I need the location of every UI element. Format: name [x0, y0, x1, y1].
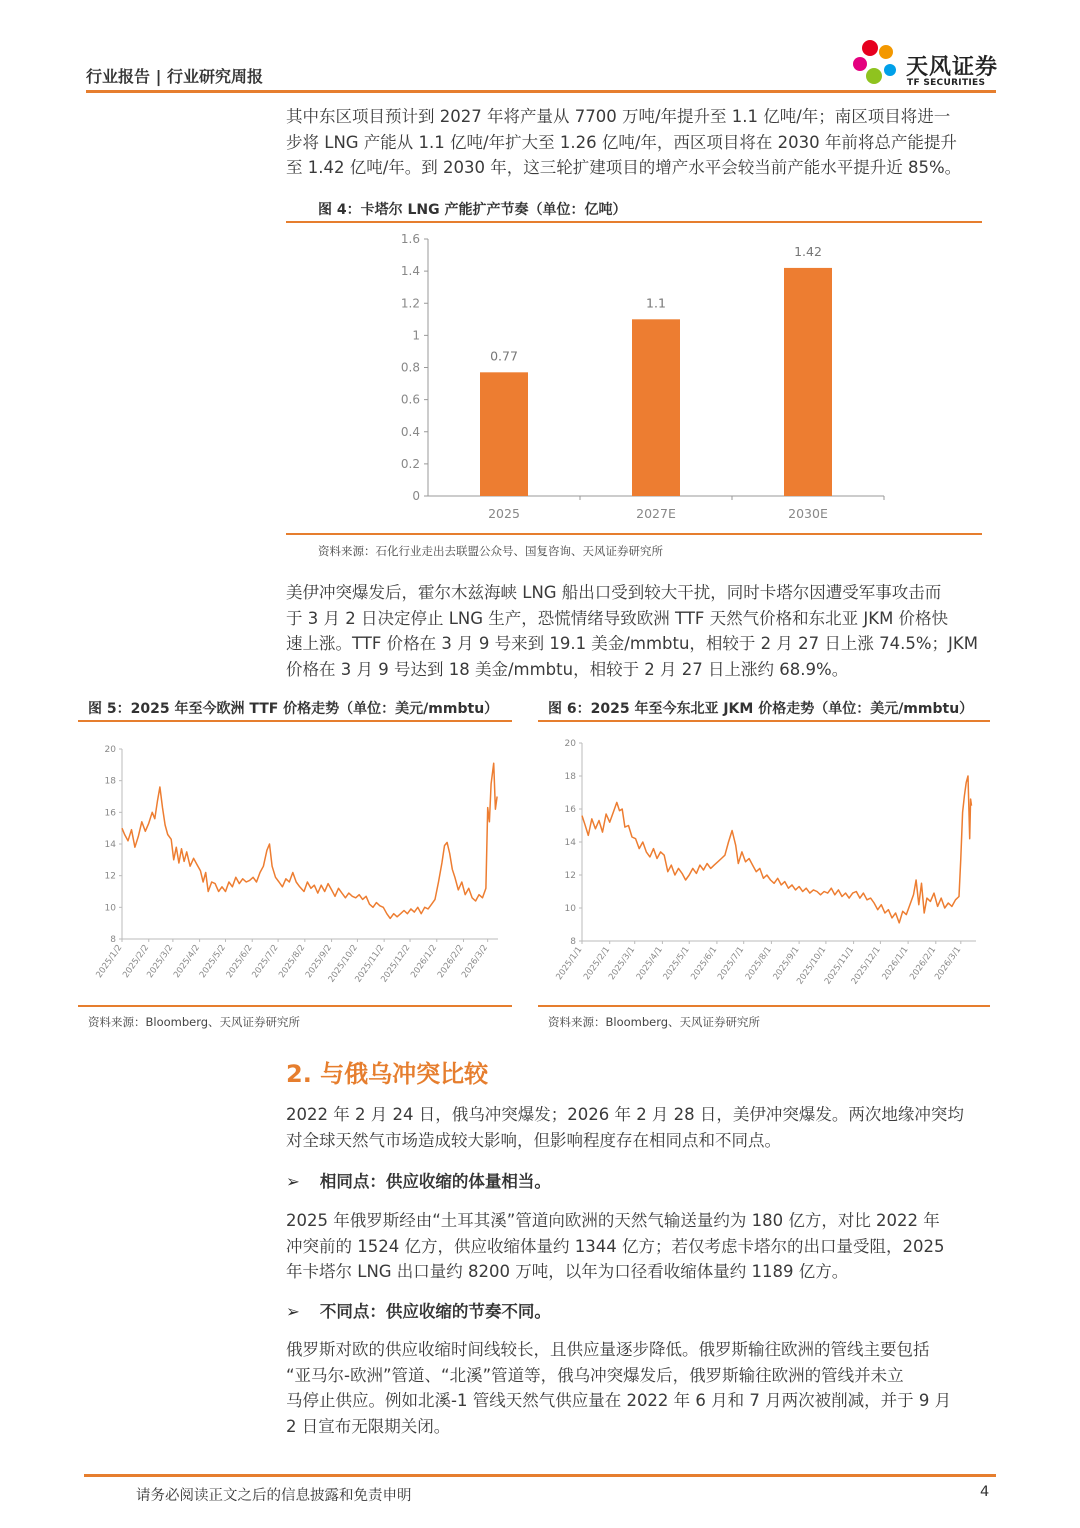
x-tick-label: 2025/12/1: [849, 944, 883, 987]
x-tick-label: 2025/4/1: [634, 944, 665, 983]
y-tick-label: 20: [104, 745, 116, 755]
x-tick-label: 2025/10/1: [795, 944, 829, 987]
y-tick-label: 8: [570, 937, 576, 947]
x-tick-label: 2025/2/2: [121, 942, 152, 981]
y-tick-label: 0.2: [400, 456, 420, 471]
y-tick-label: 16: [564, 805, 576, 815]
y-tick-label: 1.4: [400, 264, 420, 279]
y-tick-label: 10: [564, 904, 576, 914]
y-tick-label: 12: [104, 871, 116, 882]
x-tick-label: 2025/11/2: [353, 942, 387, 985]
text-line: 于 3 月 2 日决定停止 LNG 生产，恐慌情绪导致欧洲 TTF 天然气价格和东北亚 JKM 价格快: [286, 608, 949, 628]
x-tick-label: 2025/7/2: [250, 942, 281, 981]
figure6-bottom-rule: [538, 1005, 990, 1007]
section2-intro: [286, 1102, 994, 1153]
bar-value-label: 0.77: [490, 348, 518, 364]
y-tick-label: 12: [564, 871, 576, 881]
text-line: 冲突前的 1524 亿方，供应收缩体量约 1344 亿方；若仅考虑卡塔尔的出口量受阻，2025: [286, 1236, 945, 1256]
y-tick-label: 0.6: [400, 392, 420, 407]
y-tick-label: 1.2: [400, 296, 420, 311]
footer-rule: [84, 1474, 996, 1477]
figure5-source: 资料来源：Bloomberg、天风证券研究所: [88, 1015, 301, 1029]
price-series-line: [582, 776, 972, 923]
figure4-top-rule: [286, 221, 982, 223]
x-tick-label: 2026/2/2: [435, 942, 466, 981]
figure6-line-chart: [538, 730, 990, 1002]
logo-petal: [866, 68, 882, 84]
conflict-paragraph: [286, 580, 994, 682]
x-tick-label: 2025/9/2: [303, 942, 335, 981]
text-line: 价格在 3 月 9 号达到 18 美金/mmbtu，相较于 2 月 27 日上涨约 68.9%。: [286, 659, 849, 679]
figure6-top-rule: [538, 720, 990, 722]
y-tick-label: 14: [564, 838, 576, 848]
page-number: 4: [980, 1484, 990, 1500]
x-tick-label: 2025/8/1: [743, 944, 774, 983]
y-tick-label: 0.8: [400, 360, 420, 375]
x-tick-label: 2025/12/2: [379, 942, 413, 985]
text-line: 至 1.42 亿吨/年。到 2030 年，这三轮扩建项目的增产水平会较当前产能水平提升近 85%。: [286, 158, 962, 177]
report-breadcrumb: 行业报告 | 行业研究周报: [86, 67, 263, 86]
header-rule: [86, 90, 996, 93]
text-line: 年卡塔尔 LNG 出口量约 8200 万吨，以年为口径看收缩体量约 1189 亿方。: [286, 1262, 849, 1281]
text-line: 2025 年俄罗斯经由“土耳其溪”管道向欧洲的天然气输送量约为 180 亿方，对比 2022 年: [286, 1211, 940, 1230]
x-tick-label: 2025: [488, 506, 520, 521]
text-line: 2022 年 2 月 24 日，俄乌冲突爆发；2026 年 2 月 28 日，美伊冲突爆发。两次地缘冲突均: [286, 1105, 964, 1124]
x-tick-label: 2025/11/1: [822, 944, 857, 987]
x-tick-label: 2025/5/2: [197, 942, 228, 981]
text-line: 其中东区项目预计到 2027 年将产量从 7700 万吨/年提升至 1.1 亿吨/年；南区项目将进一: [286, 107, 951, 126]
figure6-title: 图 6：2025 年至今东北亚 JKM 价格走势（单位：美元/mmbtu）: [548, 701, 974, 717]
price-series-line: [122, 763, 497, 918]
x-tick-label: 2026/3/2: [460, 942, 491, 981]
figure4-source: 资料来源：石化行业走出去联盟公众号、国复咨询、天风证券研究所: [318, 544, 663, 558]
bullet2-heading: [286, 1298, 551, 1322]
y-tick-label: 18: [104, 776, 116, 787]
y-tick-label: 16: [104, 808, 116, 819]
bar: [784, 268, 832, 496]
y-tick-label: 0.4: [400, 424, 420, 439]
x-tick-label: 2025/5/1: [661, 944, 692, 983]
x-tick-label: 2025/3/2: [145, 942, 176, 981]
logo-petal: [862, 40, 878, 56]
y-tick-label: 1: [412, 328, 420, 343]
bar: [632, 319, 680, 496]
bar: [480, 372, 528, 496]
bar-value-label: 1.42: [794, 243, 822, 259]
intro-paragraph: [286, 104, 994, 181]
text-line: “亚马尔-欧洲”管道、“北溪”管道等，俄乌冲突爆发后，俄罗斯输往欧洲的管线并未立: [286, 1365, 904, 1385]
bullet-arrow-icon: ➢: [286, 1172, 300, 1191]
x-tick-label: 2025/3/1: [607, 944, 638, 983]
x-tick-label: 2025/8/2: [277, 942, 308, 981]
x-tick-label: 2025/7/1: [716, 944, 747, 983]
x-tick-label: 2026/1/1: [880, 944, 911, 983]
text-line: 速上涨。TTF 价格在 3 月 9 号来到 19.1 美金/mmbtu，相较于 2 月 27 日上涨 74.5%；JKM: [286, 634, 978, 653]
logo-petal: [879, 45, 893, 59]
y-tick-label: 20: [564, 739, 576, 749]
text-line: 2 日宣布无限期关闭。: [286, 1416, 451, 1436]
x-tick-label: 2025/2/1: [582, 944, 613, 983]
x-tick-label: 2025/4/2: [171, 942, 203, 981]
bullet2-title: 不同点：供应收缩的节奏不同。: [319, 1302, 551, 1321]
x-tick-label: 2025/6/2: [224, 942, 255, 981]
x-tick-label: 2025/10/2: [326, 942, 360, 985]
bullet1-paragraph: [286, 1208, 994, 1285]
figure6-source: 资料来源：Bloomberg、天风证券研究所: [548, 1015, 761, 1029]
y-tick-label: 14: [104, 840, 116, 850]
figure5-line-chart: [78, 730, 512, 1002]
text-line: 马停止供应。例如北溪-1 管线天然气供应量在 2022 年 6 月和 7 月两次被削减，并于 9 月: [286, 1391, 952, 1410]
x-tick-label: 2025/1/2: [94, 942, 125, 981]
y-tick-label: 18: [564, 772, 576, 782]
figure4-bar-chart: [286, 226, 982, 530]
bar-value-label: 1.1: [646, 295, 666, 311]
tf-logo-icon: [850, 38, 902, 90]
y-tick-label: 1.6: [400, 232, 420, 246]
x-tick-label: 2025/9/1: [771, 944, 802, 983]
bullet1-heading: [286, 1168, 551, 1192]
y-tick-label: 10: [104, 903, 116, 914]
figure5-top-rule: [78, 720, 512, 722]
x-tick-label: 2027E: [636, 506, 676, 521]
logo-en-text: TF SECURITIES: [907, 78, 986, 88]
figure4-bottom-rule: [286, 533, 982, 535]
x-tick-label: 2025/1/1: [554, 944, 585, 983]
x-tick-label: 2026/3/1: [933, 944, 964, 983]
text-line: 步将 LNG 产能从 1.1 亿吨/年扩大至 1.26 亿吨/年，西区项目将在 2030 年前将总产能提升: [286, 132, 957, 152]
x-tick-label: 2030E: [788, 506, 828, 521]
logo-petal: [853, 57, 867, 71]
bullet-arrow-icon: ➢: [286, 1302, 300, 1321]
y-tick-label: 8: [110, 935, 116, 945]
bullet2-paragraph: [286, 1337, 994, 1439]
text-line: 对全球天然气市场造成较大影响，但影响程度存在相同点和不同点。: [286, 1130, 781, 1150]
text-line: 俄罗斯对欧的供应收缩时间线较长，且供应量逐步降低。俄罗斯输往欧洲的管线主要包括: [286, 1340, 930, 1359]
figure5-bottom-rule: [78, 1005, 512, 1007]
section2-title: 2. 与俄乌冲突比较: [286, 1060, 489, 1088]
x-tick-label: 2025/6/1: [689, 944, 720, 983]
text-line: 美伊冲突爆发后，霍尔木兹海峡 LNG 船出口受到较大干扰，同时卡塔尔因遭受军事攻击而: [286, 583, 942, 602]
footer-disclaimer: 请务必阅读正文之后的信息披露和免责申明: [136, 1488, 412, 1504]
figure5-title: 图 5：2025 年至今欧洲 TTF 价格走势（单位：美元/mmbtu）: [88, 701, 499, 717]
x-tick-label: 2026/1/2: [409, 942, 440, 981]
x-tick-label: 2026/2/1: [908, 944, 939, 983]
bullet1-title: 相同点：供应收缩的体量相当。: [319, 1172, 551, 1191]
logo-cn-text: 天风证券: [906, 55, 999, 80]
y-tick-label: 0: [412, 489, 420, 503]
logo-petal: [884, 64, 896, 76]
figure4-title: 图 4：卡塔尔 LNG 产能扩产节奏（单位：亿吨）: [318, 202, 627, 218]
